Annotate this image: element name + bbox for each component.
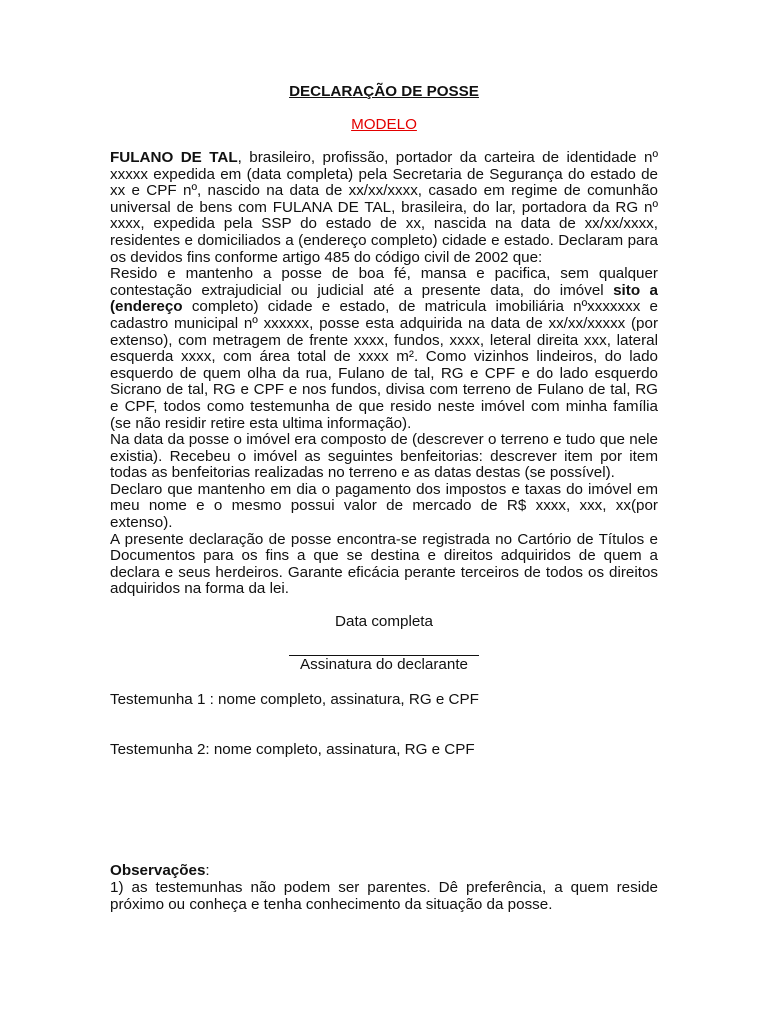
paragraph-possession-text-b: completo) cidade e estado, de matricula imobiliária nºxxxxxxx e cadastro municipal nº xxxxxx, posse esta adquirida na data de xx/xx/xxxxx (por extenso), com metragem de frente xxxx, fundos, xxxx, leteral direita xxx, lateral esquerda xxxx, com área total de xxxx m². Como vizinhos lindeiros, do lado esquerdo de quem olha da rua, Fulano de tal, RG e CPF e do lado esquerdo Sicrano de tal, RG e CPF e nos fundos, divisa com terreno de Fulano de tal, RG e CPF, todos como testemunha de que resido neste imóvel com minha família (se não residir retire esta ultima informação). [110, 298, 658, 432]
observations-heading [110, 863, 658, 880]
observations-heading-label: Observações [110, 862, 206, 880]
document-title: DECLARAÇÃO DE POSSE [289, 83, 479, 100]
paragraph-improvements: Na data da posse o imóvel era composto de (descrever o terreno e tudo que nele existia). Recebeu o imóvel as seguintes benfeitorias: descrever item por item todas as benfeitorias realizadas no terreno e as datas destas (se possível). [110, 431, 658, 482]
declarant-name: FULANO DE TAL [110, 149, 238, 166]
paragraph-possession-text-a: Resido e mantenho a posse de boa fé, mansa e pacifica, sem qualquer contestação extrajudicial ou judicial até a presente data, do imóvel [110, 265, 658, 299]
paragraph-declarants [110, 150, 658, 266]
paragraph-registration: A presente declaração de posse encontra-se registrada no Cartório de Títulos e Documentos para os fins a que se destina e direitos adquiridos de quem a declara e seus herdeiros. Garante eficácia perante terceiros de todos os direitos adquiridos na forma da lei. [110, 530, 658, 598]
observations-heading-colon: : [205, 862, 210, 880]
document-page [110, 84, 658, 913]
witness-2-line: Testemunha 2: nome completo, assinatura, RG e CPF [110, 740, 475, 758]
signature-label: Assinatura do declarante [299, 655, 468, 673]
observation-item-1: 1) as testemunhas não podem ser parentes. Dê preferência, a quem reside próximo ou conheça e tenha conhecimento da situação da posse. [110, 879, 658, 913]
document-subtitle: MODELO [351, 116, 417, 133]
paragraph-taxes: Declaro que mantenho em dia o pagamento dos impostos e taxas do imóvel em meu nome e o mesmo possui valor de mercado de R$ xxxx, xxx, xx(por extenso). [110, 480, 658, 532]
paragraph-declarants-text: , brasileiro, profissão, portador da carteira de identidade nº xxxxx expedida em (data completa) pela Secretaria de Segurança do estado de xx e CPF nº, nascido na data de xx/xx/xxxx, casado em regime de comunhão universal de bens com FULANA DE TAL, brasileira, do lar, portadora da RG nº xxxx, expedida pela SSP do estado de xx, nascida na data de xx/xx/xxxx, residentes e domiciliados a (endereço completo) cidade e estado. Declaram para os devidos fins conforme artigo 485 do código civil de 2002 que: [110, 149, 659, 266]
observations-block [110, 863, 658, 913]
date-line: Data completa [335, 613, 433, 631]
paragraph-possession [110, 266, 658, 432]
witness-1-line: Testemunha 1 : nome completo, assinatura, RG e CPF [110, 691, 479, 709]
property-address-bold: sito a (endereço [110, 281, 658, 316]
